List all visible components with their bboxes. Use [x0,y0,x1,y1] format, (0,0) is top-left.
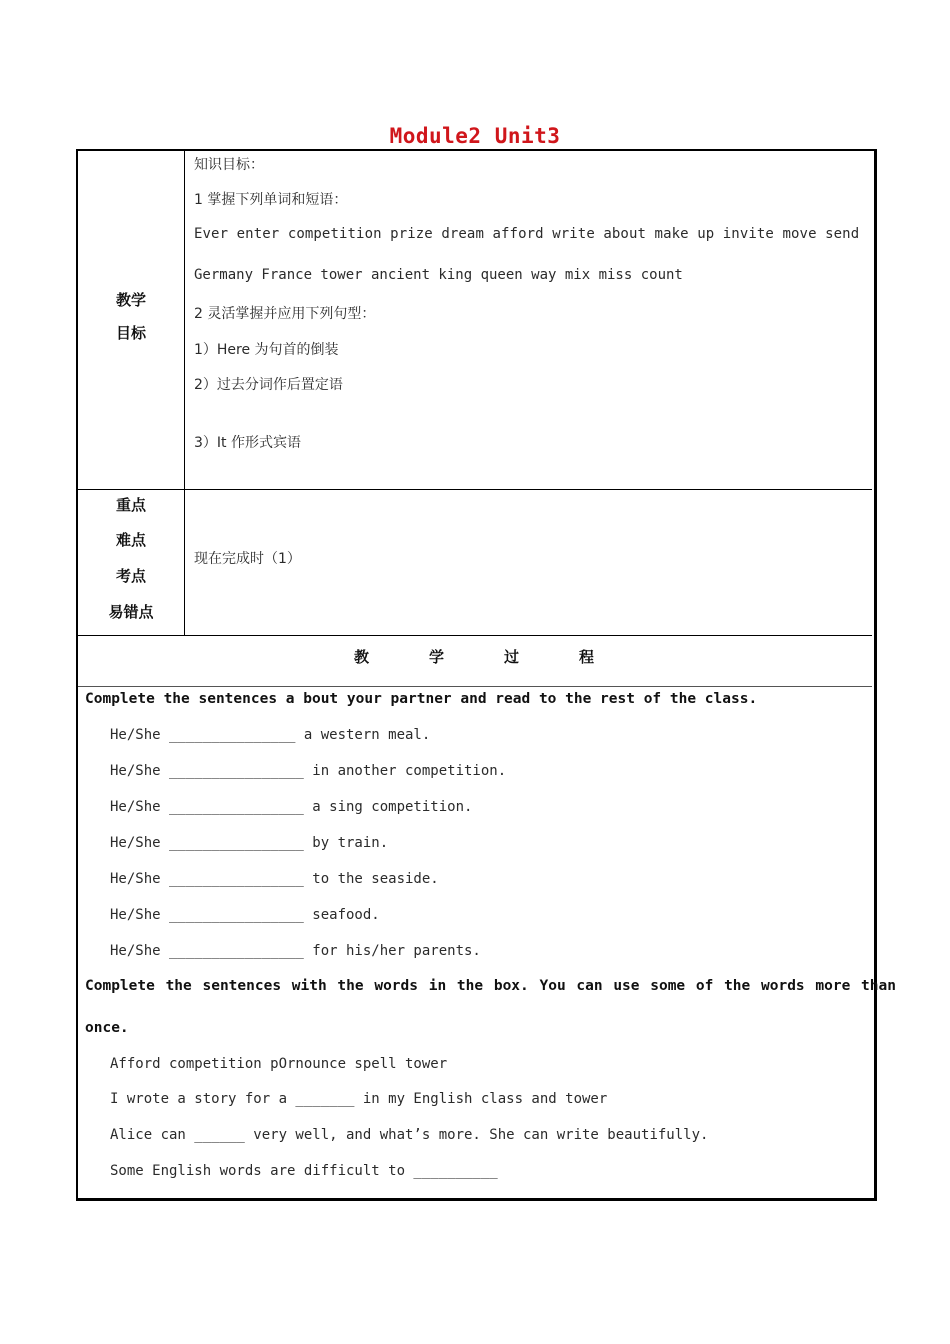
exercise-2-line-3: Some English words are difficult to __________ [110,1163,498,1179]
page-title: Module2 Unit3 [389,124,561,148]
objectives-item-2: 2 灵活掌握并应用下列句型： [194,306,376,322]
column-divider [184,151,185,635]
key-points-content: 现在完成时（1） [194,551,301,567]
row-divider-1 [78,489,872,490]
row-divider-3 [78,686,872,687]
vocabulary-line-2: Germany France tower ancient king queen way mix miss count [194,267,683,283]
exercise-2-line-1: I wrote a story for a _______ in my English class and tower [110,1091,608,1107]
exercise-2-instruction-line-1: Complete the sentences with the words in the box. You can use some of the words more than [85,978,896,994]
exercise-1-line-4: He/She ________________ by train. [110,835,389,851]
process-char-1: 教 [354,648,370,666]
key-points-label-1: 重点 [115,496,146,514]
sentence-pattern-3: 3）It 作形式宾语 [194,435,301,451]
process-char-4: 程 [579,648,595,666]
key-points-label-2: 难点 [115,531,146,549]
exercise-1-line-6: He/She ________________ seafood. [110,907,380,923]
key-points-label-4: 易错点 [108,603,154,621]
exercise-1-line-2: He/She ________________ in another competition. [110,763,507,779]
row-divider-2 [78,635,872,636]
word-box: Afford competition pOrnounce spell tower [110,1056,448,1072]
exercise-1-line-1: He/She _______________ a western meal. [110,727,431,743]
objectives-label-1: 教学 [115,291,146,309]
objectives-heading: 知识目标： [194,157,264,173]
vocabulary-line-1: Ever enter competition prize dream afford write about make up invite move send [194,226,860,242]
objectives-label-2: 目标 [115,324,146,342]
sentence-pattern-2: 2）过去分词作后置定语 [194,377,343,393]
sentence-pattern-1: 1）Here 为句首的倒装 [194,342,339,358]
exercise-1-line-7: He/She ________________ for his/her parents. [110,943,481,959]
process-char-3: 过 [504,648,520,666]
exercise-1-line-3: He/She ________________ a sing competition. [110,799,473,815]
exercise-1-instruction: Complete the sentences a bout your partner and read to the rest of the class. [85,691,758,707]
exercise-2-instruction-line-2: once. [85,1020,129,1036]
exercise-2-line-2: Alice can ______ very well, and what’s more. She can write beautifully. [110,1127,709,1143]
process-char-2: 学 [429,648,445,666]
objectives-item-1: 1 掌握下列单词和短语： [194,192,348,208]
key-points-label-3: 考点 [115,567,146,585]
exercise-1-line-5: He/She ________________ to the seaside. [110,871,439,887]
